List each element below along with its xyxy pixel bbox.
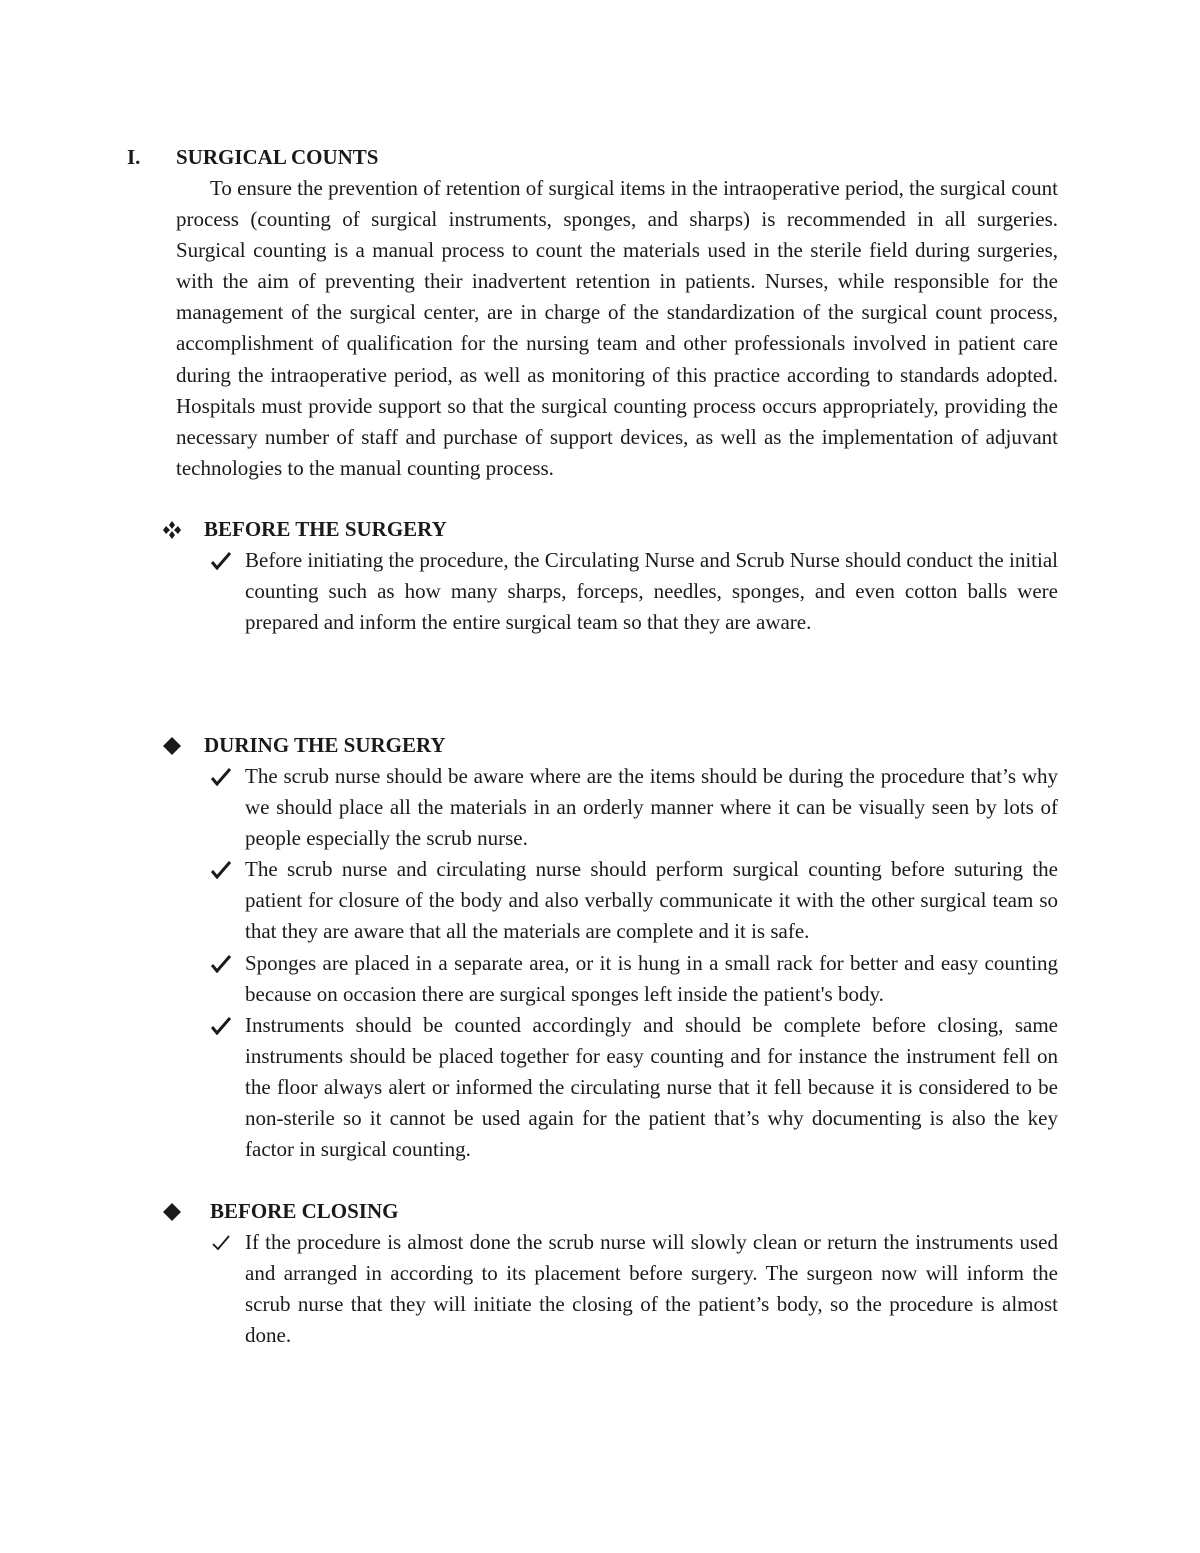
intro-paragraph: To ensure the prevention of retention of surgical items in the intraoperative period, the surgical count process (counting of surgical instruments, sponges, and sharps) is recommended in all surgeries. Surgical counting is a manual process to count the materials used in the sterile field during surgeries, with the aim of preventing their inadvertent retention in patients. Nurses, while responsible for the management of the surgical center, are in charge of the standardization of the surgical count process, accomplishment of qualification for the nursing team and other professionals involved in patient care during the intraoperative period, as well as monitoring of this practice according to standards adopted. Hospitals must provide support so that the surgical counting process occurs appropriately, providing the necessary number of staff and purchase of support devices, as well as the implementation of adjuvant technologies to the manual counting process. — [176, 176, 1058, 480]
subsection-heading — [162, 1196, 1058, 1227]
list-item — [162, 761, 1058, 854]
checkmark-icon — [211, 955, 231, 973]
checkmark-icon — [211, 1234, 231, 1252]
list-item — [162, 1010, 1058, 1165]
section-heading — [127, 142, 1057, 173]
checkmark-icon — [211, 552, 231, 570]
section-number: I. — [127, 145, 141, 169]
subsection-before-closing — [162, 1196, 1058, 1351]
checkmark-icon — [211, 1017, 231, 1035]
subsection-during-surgery — [162, 730, 1058, 1165]
diamond-icon — [162, 737, 182, 755]
list-item — [162, 1227, 1058, 1351]
list-item — [162, 854, 1058, 947]
list-item-text: Sponges are placed in a separate area, or it is hung in a small rack for better and easy counting because on occasion there are surgical sponges left inside the patient's body. — [245, 950, 1058, 1006]
subsection-before-surgery — [162, 514, 1058, 638]
subsection-title: DURING THE SURGERY — [204, 733, 446, 757]
list-item-text: If the procedure is almost done the scrub nurse will slowly clean or return the instruments used and arranged in according to its placement before surgery. The surgeon now will inform the scrub nurse that they will initiate the closing of the patient’s body, so the procedure is almost done. — [245, 1230, 1058, 1348]
checkmark-icon — [211, 768, 231, 786]
diamond-icon — [162, 1203, 182, 1221]
subsection-title: BEFORE THE SURGERY — [204, 517, 447, 541]
checkmark-icon — [211, 861, 231, 879]
list-item — [162, 545, 1058, 638]
subsection-title: BEFORE CLOSING — [210, 1199, 399, 1223]
list-item-text: Before initiating the procedure, the Circulating Nurse and Scrub Nurse should conduct the initial counting such as how many sharps, forceps, needles, sponges, and even cotton balls were prepared and inform the entire surgical team so that they are aware. — [245, 548, 1058, 635]
subsection-heading — [162, 730, 1058, 761]
list-item-text: The scrub nurse should be aware where are the items should be during the procedure that’s why we should place all the materials in an orderly manner where it can be visually seen by lots of people especially the scrub nurse. — [245, 764, 1058, 851]
list-item-text: Instruments should be counted accordingly and should be complete before closing, same instruments should be placed together for easy counting and for instance the instrument fell on the floor always alert or informed the circulating nurse that it fell because it is considered to be non-sterile so it cannot be used again for the patient that’s why documenting is also the key factor in surgical counting. — [245, 1012, 1058, 1162]
section-title: SURGICAL COUNTS — [176, 145, 379, 169]
list-item — [162, 948, 1058, 1010]
subsection-heading — [162, 514, 1058, 545]
list-item-text: The scrub nurse and circulating nurse should perform surgical counting before suturing the patient for closure of the body and also verbally communicate it with the other surgical team so that they are aware that all the materials are complete and it is safe. — [245, 857, 1058, 944]
four-diamond-icon — [162, 521, 182, 539]
